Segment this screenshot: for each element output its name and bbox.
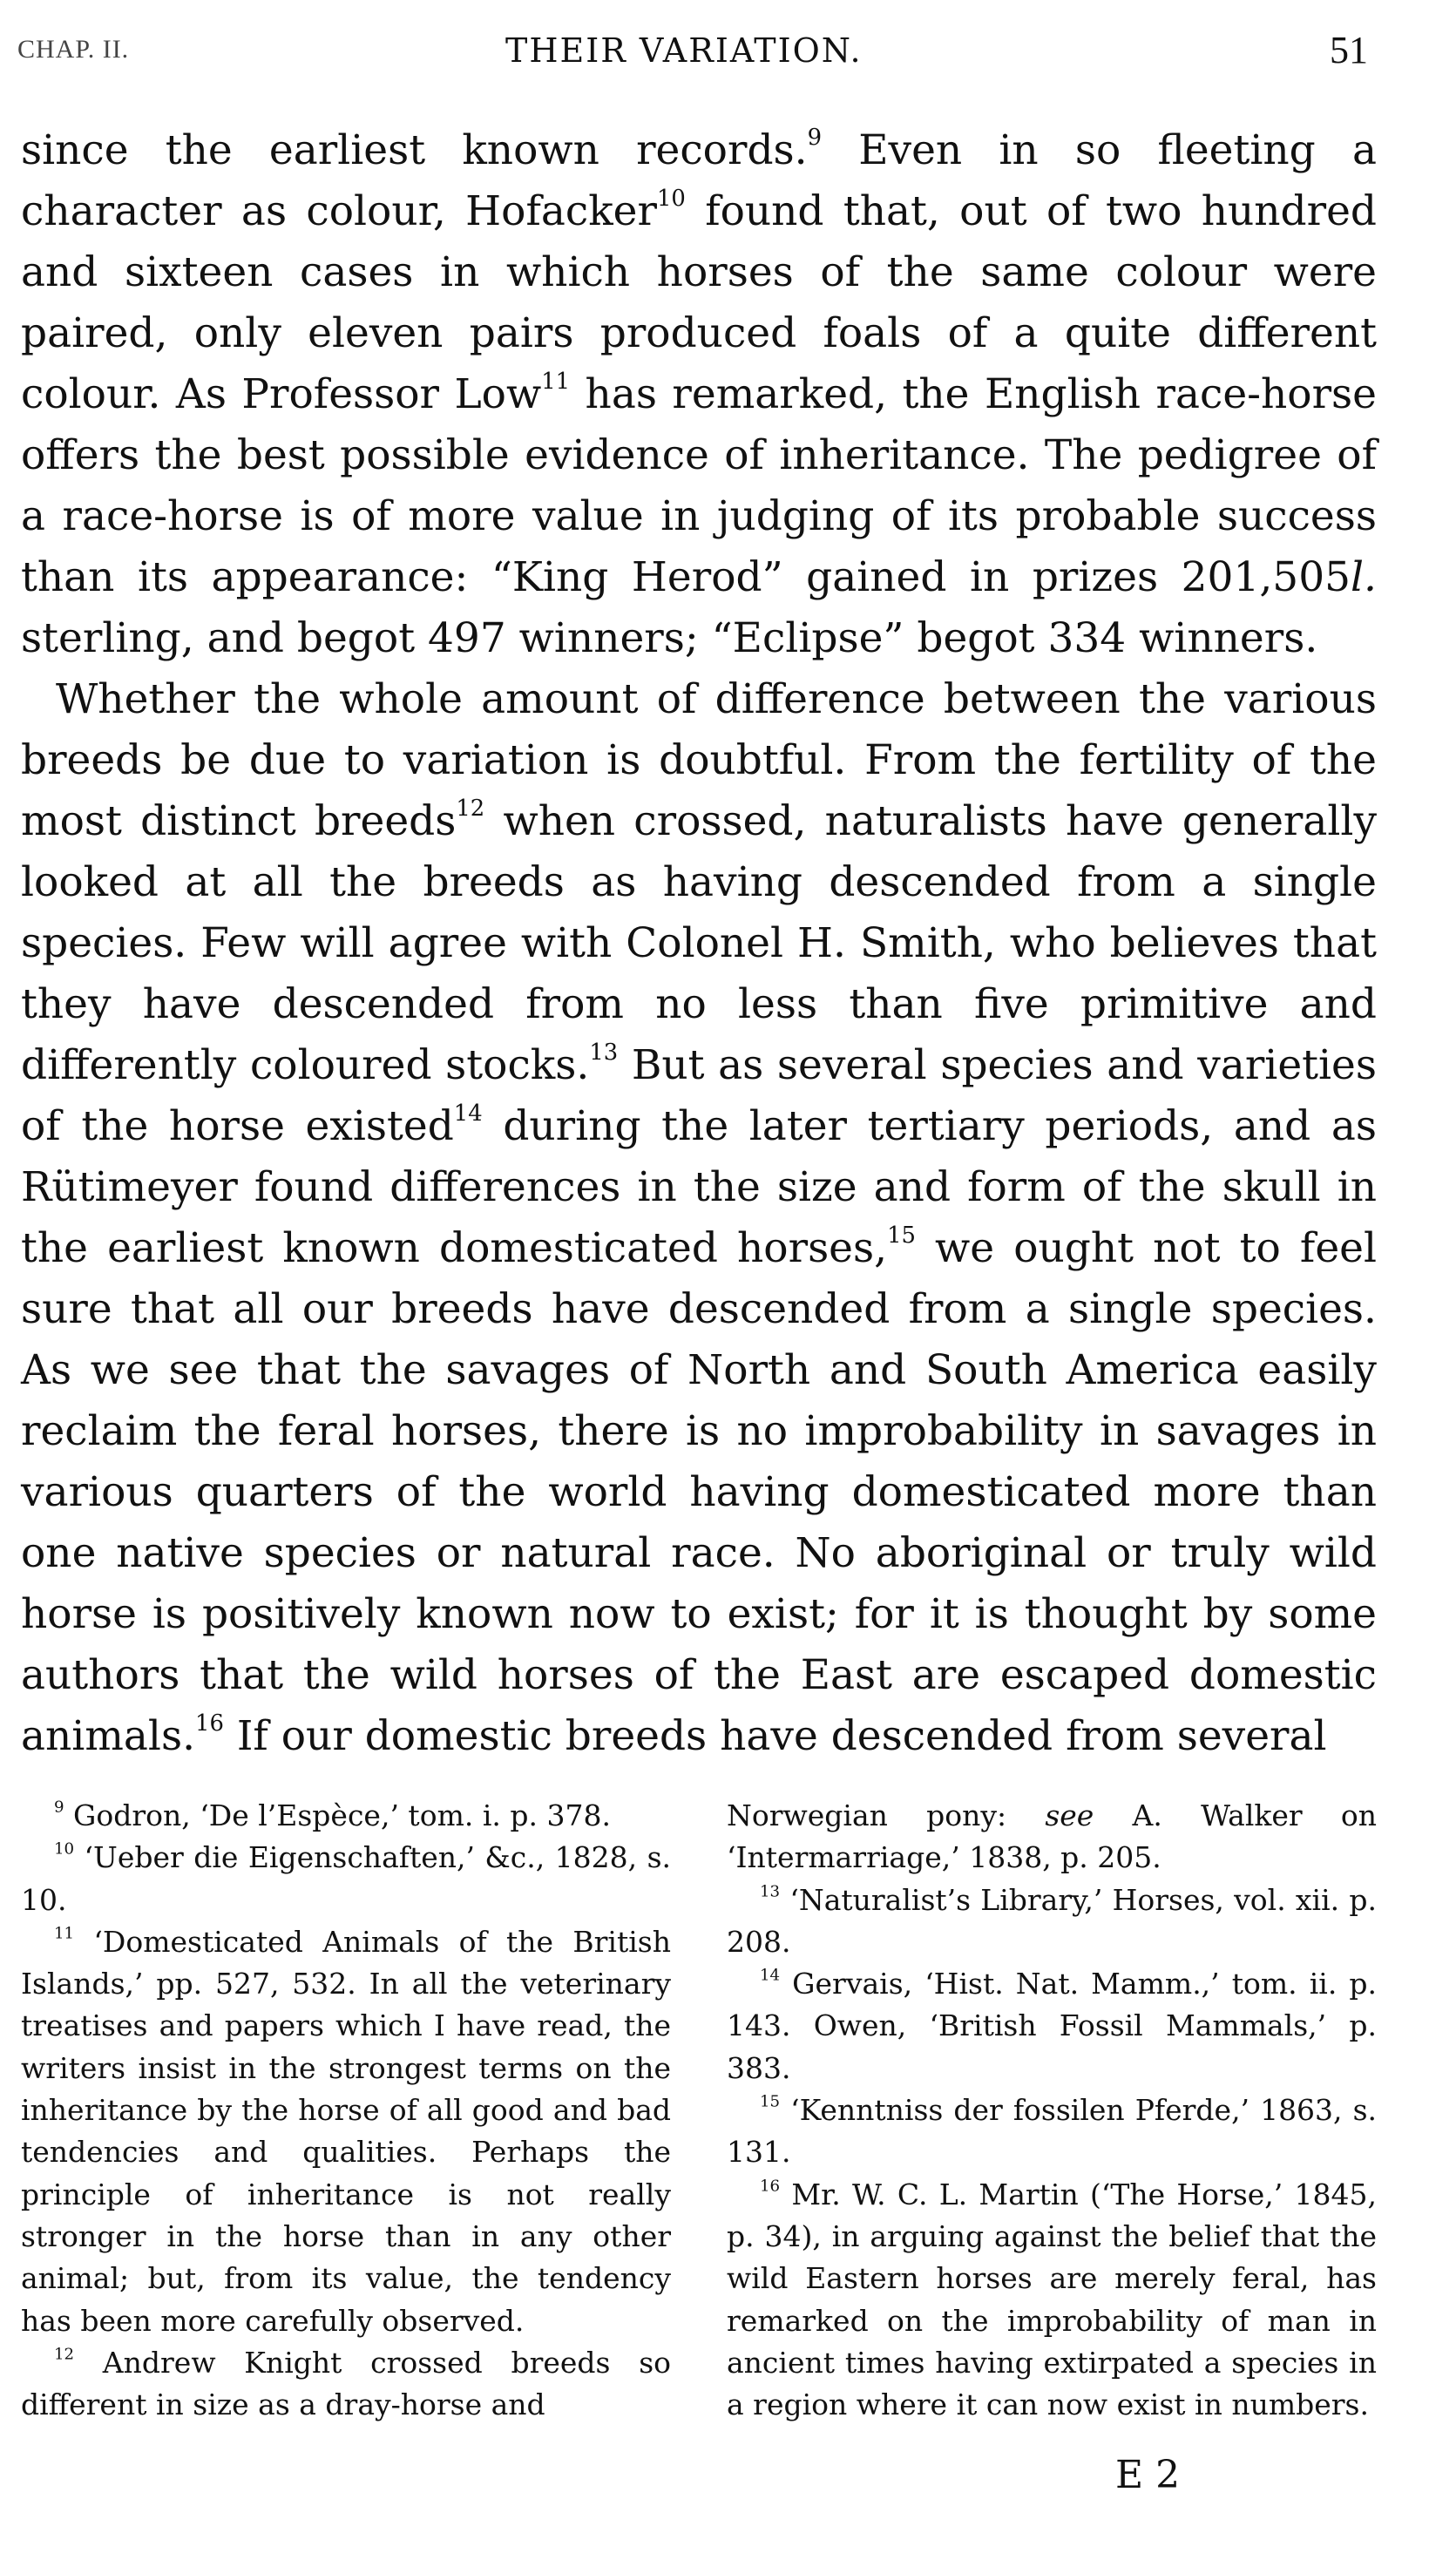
- footnote-text: ‘Ueber die Eigenschaften,’ &c., 1828, s. 10.: [21, 1840, 671, 1917]
- footnote-number: 10: [54, 1839, 75, 1859]
- footnote-10: [21, 1837, 671, 1921]
- footnote-number: 11: [54, 1924, 75, 1943]
- footnote-number: 13: [760, 1882, 781, 1901]
- text-run: since the earliest known records.: [21, 126, 808, 174]
- footnote-number: 12: [54, 2345, 75, 2364]
- footnotes-right-column: [727, 1795, 1377, 2426]
- footnote-text: Godron, ‘De l’Espèce,’ tom. i. p. 378.: [64, 1798, 611, 1832]
- body-text: [21, 120, 1377, 1767]
- footnote-number: 9: [54, 1798, 64, 1817]
- text-run: found that, out of two hundred and sixteen cases in which horses of the same colour were paired, only eleven pairs produced foals of a quite different colour. As Professor Low: [21, 187, 1377, 418]
- footnote-number: 16: [760, 2177, 781, 2196]
- footnote-16: [727, 2174, 1377, 2427]
- text-run: has remarked, the English race-horse offers the best possible evidence of inheritance. The pedigree of a race-horse is of more value in judging of its probable success than its appearance: “King Herod” gained in prizes 201,505: [21, 370, 1377, 601]
- footnote-see: see: [1045, 1798, 1094, 1832]
- footnotes-left-column: [21, 1795, 671, 2426]
- footnote-text: Gervais, ‘Hist. Nat. Mamm.,’ tom. ii. p. 143. Owen, ‘British Fossil Mammals,’ p. 383.: [727, 1967, 1377, 2085]
- running-title: THEIR VARIATION.: [505, 31, 863, 70]
- footnote-15: [727, 2089, 1377, 2174]
- footnote-ref-15: 15: [887, 1222, 916, 1250]
- footnote-ref-16: 16: [195, 1710, 224, 1737]
- signature-mark: E 2: [1115, 2453, 1181, 2497]
- running-head: [17, 24, 1377, 77]
- text-run: we ought not to feel sure that all our breeds have descended from a single species. As we see that the savages of North and South America easily reclaim the feral horses, there is no improbability in savages in various quarters of the world having domesticated more than one native species or natural race. No aboriginal or truly wild horse is positively known now to exist; for it is thought by some authors that the wild horses of the East are escaped domestic animals.: [21, 1224, 1377, 1760]
- paragraph-1: [21, 120, 1377, 669]
- text-run: during the later tertiary periods, and as Rütimeyer found differences in the size and form of the skull in the earliest known domesticated horses,: [21, 1102, 1377, 1272]
- footnote-ref-11: 11: [541, 369, 571, 396]
- footnote-text: ‘Domesticated Animals of the British Islands,’ pp. 527, 532. In all the veterinary treatises and papers which I have read, the writers insist in the strongest terms on the inheritance by the horse of all good and bad tendencies and qualities. Perhaps the principle of inheritance is not really stronger in the horse than in any other animal; but, from its value, the tendency has been more carefully observed.: [21, 1924, 671, 2338]
- text-run: when crossed, naturalists have generally looked at all the breeds as having descended from a single species. Few will agree with Colonel H. Smith, who believes that they have descended from no less than five primitive and differently coloured stocks.: [21, 797, 1378, 1089]
- text-run: Even in so fleeting a character as colour, Hofacker: [21, 126, 1377, 235]
- footnote-12: [21, 2342, 671, 2427]
- footnote-ref-12: 12: [456, 796, 485, 823]
- footnote-9: [21, 1795, 671, 1837]
- text-run: But as several species and varieties of the horse existed: [21, 1041, 1377, 1150]
- footnote-text: A. Walker on ‘Intermarriage,’ 1838, p. 205.: [727, 1798, 1378, 1875]
- footnote-text: Norwegian pony:: [727, 1798, 1046, 1832]
- text-run: Whether the whole amount of difference between the various breeds be due to variation is doubtful. From the fertility of the most distinct breeds: [21, 675, 1377, 845]
- footnote-11: [21, 1921, 671, 2342]
- chapter-label: CHAP. II.: [17, 35, 130, 64]
- text-run: sterling, and begot 497 winners; “Eclipse” begot 334 winners.: [21, 614, 1318, 662]
- footnote-ref-9: 9: [807, 125, 823, 152]
- pounds-abbrev: l.: [1351, 553, 1377, 601]
- footnote-number: 15: [760, 2092, 781, 2111]
- footnote-ref-13: 13: [589, 1040, 619, 1067]
- footnote-12-continued: [727, 1795, 1377, 1879]
- page-number: 51: [1330, 29, 1368, 71]
- footnote-ref-14: 14: [453, 1101, 483, 1128]
- footnote-13: [727, 1879, 1377, 1964]
- footnote-text: ‘Naturalist’s Library,’ Horses, vol. xii. p. 208.: [727, 1882, 1377, 1959]
- paragraph-2: [21, 669, 1377, 1767]
- footnote-text: Mr. W. C. L. Martin (‘The Horse,’ 1845, p. 34), in arguing against the belief that the wild Eastern horses are merely feral, has remarked on the improbability of man in ancient times having extirpated a species in a region where it can now exist in numbers.: [727, 2177, 1377, 2422]
- footnote-14: [727, 1963, 1377, 2089]
- footnote-ref-10: 10: [656, 186, 686, 213]
- text-run: If our domestic breeds have descended from several: [223, 1712, 1327, 1760]
- footnote-number: 14: [760, 1966, 781, 1985]
- footnote-text: ‘Kenntniss der fossilen Pferde,’ 1863, s. 131.: [727, 2093, 1377, 2170]
- footnote-text: Andrew Knight crossed breeds so different in size as a dray-horse and: [21, 2345, 671, 2422]
